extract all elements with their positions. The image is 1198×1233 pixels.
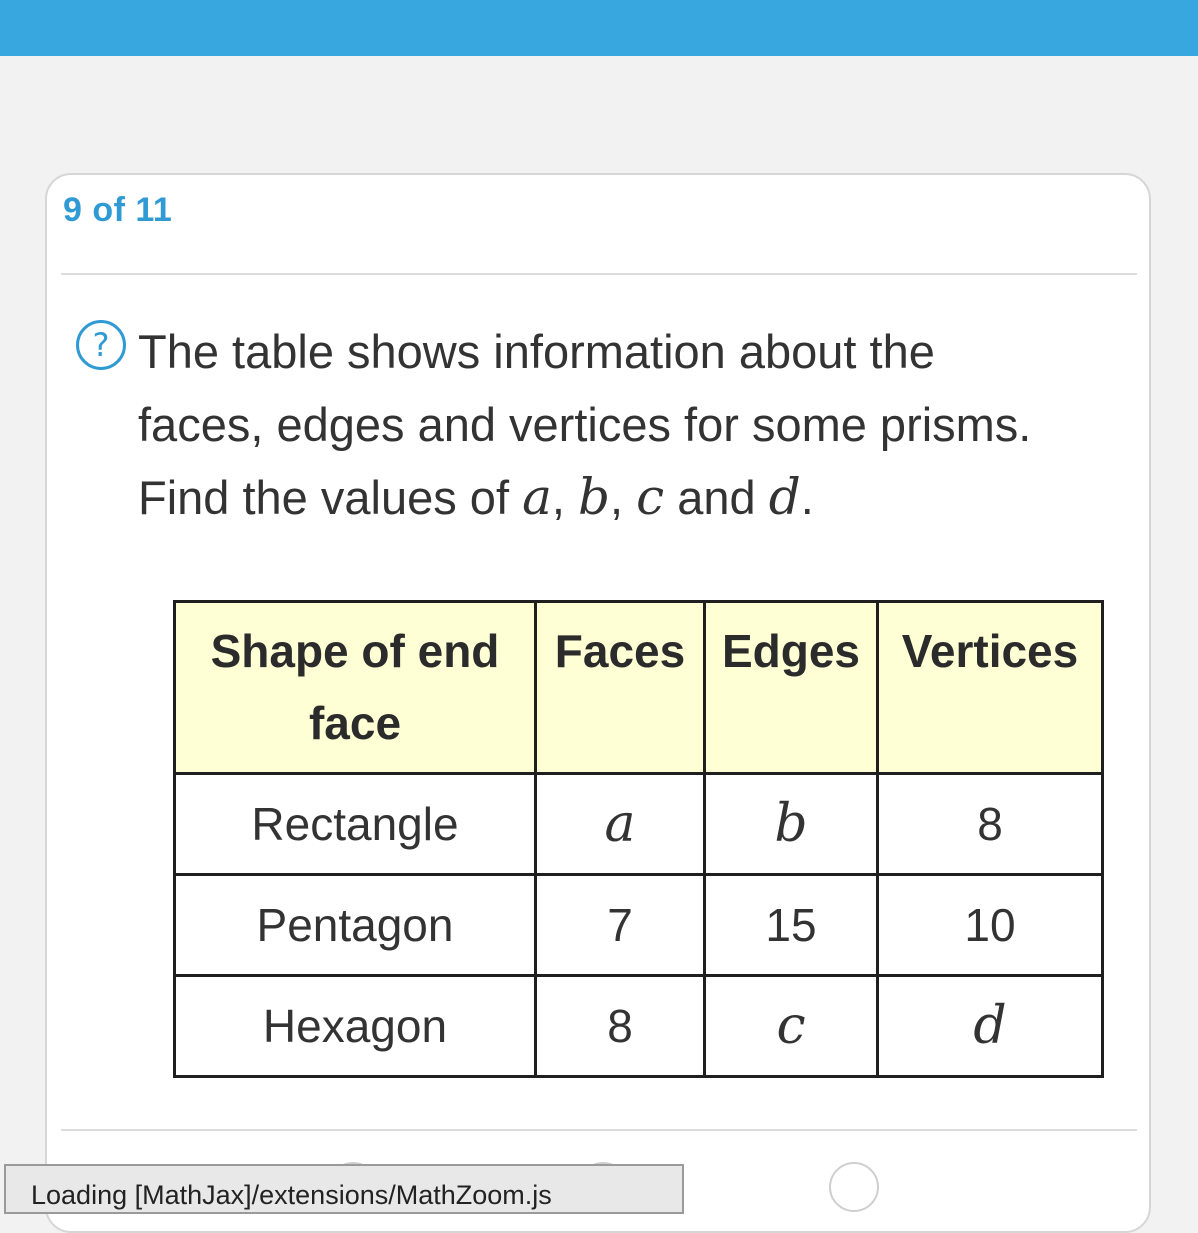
table-row bbox=[175, 774, 1103, 875]
question-circle-icon[interactable]: ? bbox=[76, 320, 126, 370]
sentence-period: . bbox=[800, 471, 814, 524]
prism-table bbox=[173, 600, 1104, 1078]
question-line-3 bbox=[138, 461, 1148, 534]
math-var-b: b bbox=[578, 468, 611, 526]
math-var-d: d bbox=[768, 468, 801, 526]
cell-faces: 8 bbox=[536, 976, 705, 1077]
cell-shape: Pentagon bbox=[175, 875, 536, 976]
separator-and: and bbox=[664, 471, 769, 524]
cell-shape: Rectangle bbox=[175, 774, 536, 875]
header-vertices: Vertices bbox=[878, 602, 1103, 774]
math-var-b: b bbox=[774, 794, 808, 854]
separator-comma: , bbox=[551, 471, 578, 524]
math-var-d: d bbox=[973, 996, 1007, 1056]
header-shape-of-end-face: Shape of end face bbox=[175, 602, 536, 774]
math-var-c: c bbox=[776, 996, 806, 1056]
table-row bbox=[175, 976, 1103, 1077]
question-line-2: faces, edges and vertices for some prisms. bbox=[138, 398, 1032, 451]
table-header-row bbox=[175, 602, 1103, 774]
cell-vertices: 8 bbox=[878, 774, 1103, 875]
answer-option-circle[interactable] bbox=[829, 1162, 879, 1212]
header-edges: Edges bbox=[705, 602, 878, 774]
question-text bbox=[138, 315, 1148, 534]
card-divider-bottom bbox=[61, 1129, 1137, 1131]
mathjax-loading-status: Loading [MathJax]/extensions/MathZoom.js bbox=[4, 1164, 684, 1214]
card-divider-top bbox=[61, 273, 1137, 275]
math-var-a: a bbox=[522, 468, 552, 526]
cell-edges: 15 bbox=[705, 875, 878, 976]
cell-edges bbox=[705, 774, 878, 875]
math-var-c: c bbox=[636, 468, 665, 526]
cell-faces: 7 bbox=[536, 875, 705, 976]
cell-edges bbox=[705, 976, 878, 1077]
cell-vertices: 10 bbox=[878, 875, 1103, 976]
cell-shape: Hexagon bbox=[175, 976, 536, 1077]
cell-vertices bbox=[878, 976, 1103, 1077]
math-var-a: a bbox=[604, 794, 636, 854]
app-header-bar bbox=[0, 0, 1198, 56]
question-line-3-prefix: Find the values of bbox=[138, 471, 523, 524]
cell-faces bbox=[536, 774, 705, 875]
separator-comma: , bbox=[610, 471, 637, 524]
header-faces: Faces bbox=[536, 602, 705, 774]
table-row bbox=[175, 875, 1103, 976]
question-line-1: The table shows information about the bbox=[138, 325, 935, 378]
question-counter: 9 of 11 bbox=[63, 191, 173, 229]
question-card bbox=[45, 173, 1151, 1233]
